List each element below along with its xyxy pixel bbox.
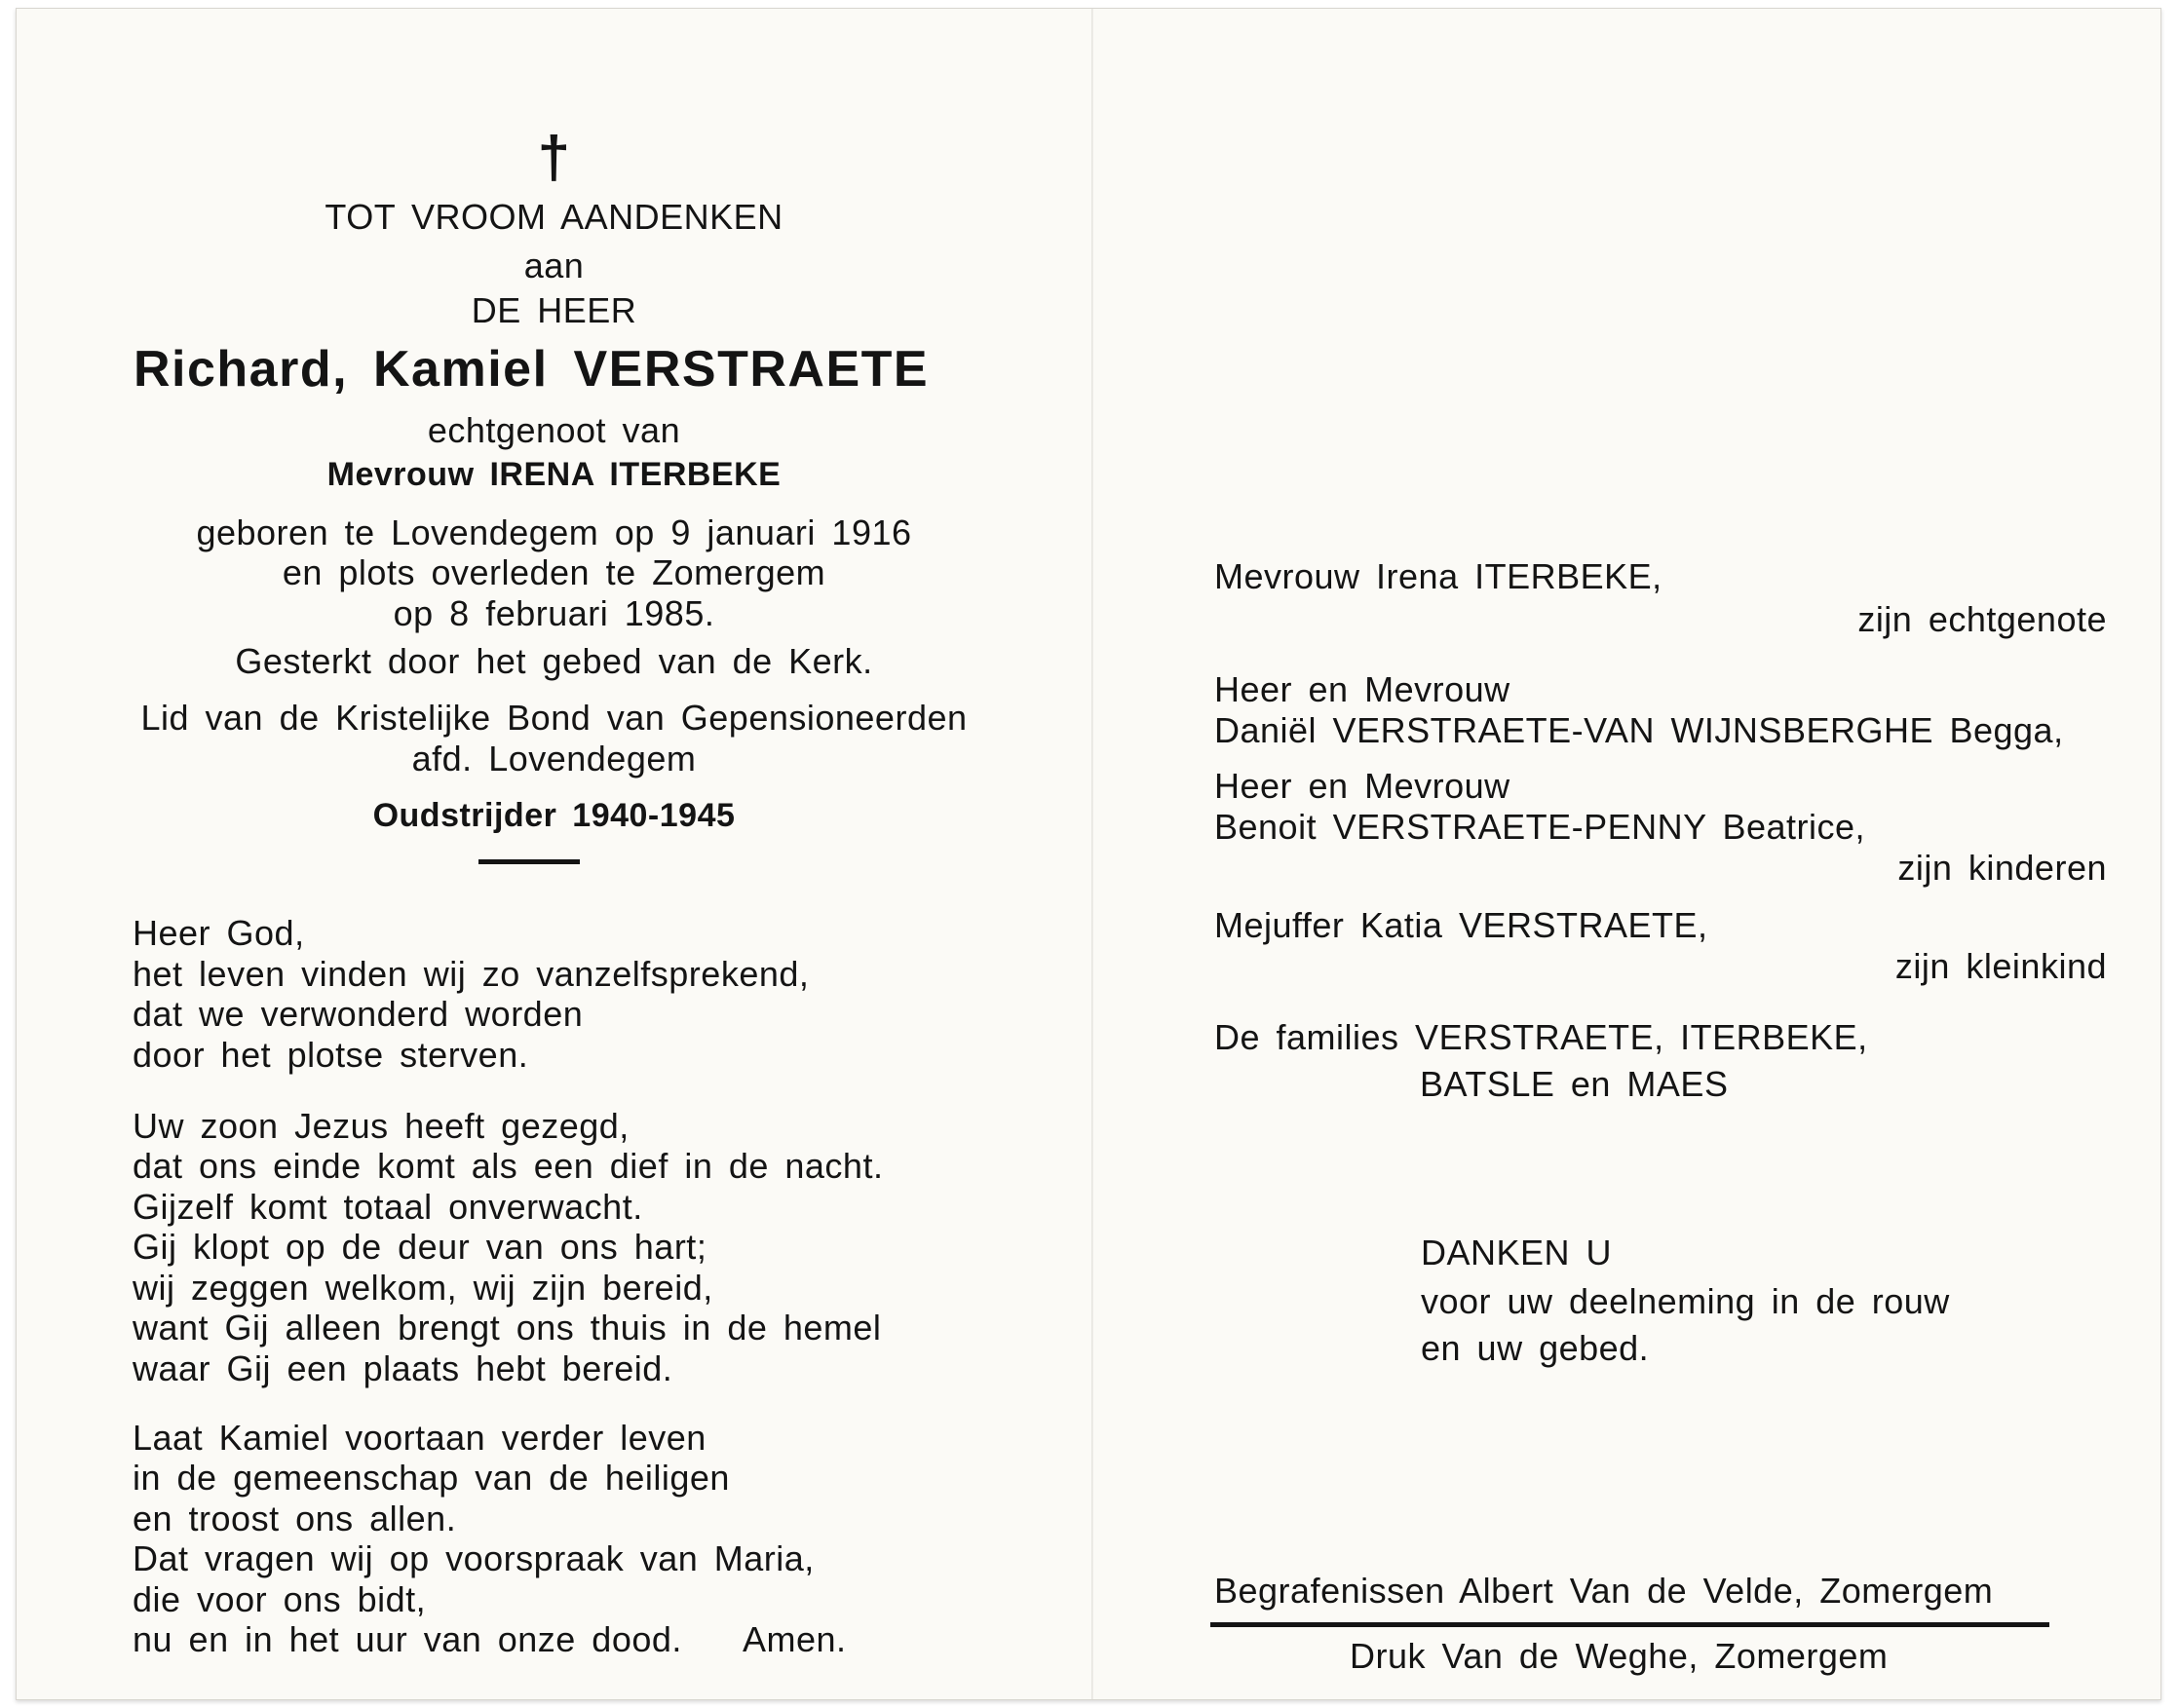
deceased-name: Richard, Kamiel VERSTRAETE xyxy=(134,341,930,398)
grandchild-role: zijn kleinkind xyxy=(1894,946,2107,986)
child2-name: Benoit VERSTRAETE-PENNY Beatrice, xyxy=(1214,807,1866,847)
thanks-line-2: voor uw deelneming in de rouw xyxy=(1421,1281,1950,1321)
cross-symbol: † xyxy=(537,125,571,190)
prayer-line: Uw zoon Jezus heeft gezegd, xyxy=(133,1106,630,1146)
prayer-line: Dat vragen wij op voorspraak van Maria, xyxy=(133,1538,815,1578)
intro-line-3: DE HEER xyxy=(471,290,637,330)
child1-title: Heer en Mevrouw xyxy=(1214,669,1510,709)
prayer-line: Laat Kamiel voortaan verder leven xyxy=(133,1418,707,1458)
prayer-line: die voor ons bidt, xyxy=(133,1579,427,1619)
prayer-line: door het plotse sterven. xyxy=(133,1035,529,1075)
memorial-card xyxy=(16,8,2161,1700)
undertaker-line: Begrafenissen Albert Van de Velde, Zomergem xyxy=(1214,1571,1994,1611)
membership-line-1: Lid van de Kristelijke Bond van Gepensioneerden xyxy=(140,698,968,738)
widow-name: Mevrouw Irena ITERBEKE, xyxy=(1214,556,1662,596)
right-panel xyxy=(1092,9,2160,1699)
prayer-line: wij zeggen welkom, wij zijn bereid, xyxy=(133,1268,713,1308)
thanks-line-1: DANKEN U xyxy=(1421,1233,1613,1272)
widow-role: zijn echtgenote xyxy=(1857,599,2107,639)
prayer-line: in de gemeenschap van de heiligen xyxy=(133,1458,730,1498)
spouse-intro: echtgenoot van xyxy=(427,410,681,450)
prayer-line: waar Gij een plaats hebt bereid. xyxy=(133,1348,673,1388)
prayer-line: dat we verwonderd worden xyxy=(133,994,584,1034)
prayer-line: Heer God, xyxy=(133,913,305,953)
bio-line-3: op 8 februari 1985. xyxy=(393,593,715,633)
veteran-line: Oudstrijder 1940-1945 xyxy=(372,797,736,834)
prayer-line: en troost ons allen. xyxy=(133,1499,457,1538)
bio-line-2: en plots overleden te Zomergem xyxy=(282,552,826,592)
families-line-2: BATSLE en MAES xyxy=(1420,1064,1729,1104)
printer-line: Druk Van de Weghe, Zomergem xyxy=(1350,1636,1889,1676)
families-line-1: De families VERSTRAETE, ITERBEKE, xyxy=(1214,1017,1868,1057)
spouse-name: Mevrouw IRENA ITERBEKE xyxy=(326,456,782,493)
membership-line-2: afd. Lovendegem xyxy=(411,739,697,778)
thanks-line-3: en uw gebed. xyxy=(1421,1328,1650,1368)
bio-line-4: Gesterkt door het gebed van de Kerk. xyxy=(235,641,873,681)
child2-title: Heer en Mevrouw xyxy=(1214,766,1510,806)
divider-rule xyxy=(478,859,580,864)
prayer-line: dat ons einde komt als een dief in de nacht. xyxy=(133,1146,884,1186)
prayer-line: nu en in het uur van onze dood. xyxy=(133,1619,682,1659)
footer-rule xyxy=(1210,1622,2049,1627)
prayer-line: want Gij alleen brengt ons thuis in de hemel xyxy=(133,1308,882,1347)
intro-line-1: TOT VROOM AANDENKEN xyxy=(325,197,783,237)
child1-name: Daniël VERSTRAETE-VAN WIJNSBERGHE Begga, xyxy=(1214,710,2064,750)
prayer-line: Gij klopt op de deur van ons hart; xyxy=(133,1227,707,1267)
intro-line-2: aan xyxy=(523,246,585,285)
amen-text: Amen. xyxy=(743,1619,847,1659)
bio-line-1: geboren te Lovendegem op 9 januari 1916 xyxy=(196,512,912,552)
left-panel xyxy=(17,9,1091,1699)
children-role: zijn kinderen xyxy=(1897,848,2107,888)
prayer-line: het leven vinden wij zo vanzelfsprekend, xyxy=(133,954,810,994)
prayer-line: Gijzelf komt totaal onverwacht. xyxy=(133,1187,643,1227)
grandchild-name: Mejuffer Katia VERSTRAETE, xyxy=(1214,905,1708,945)
